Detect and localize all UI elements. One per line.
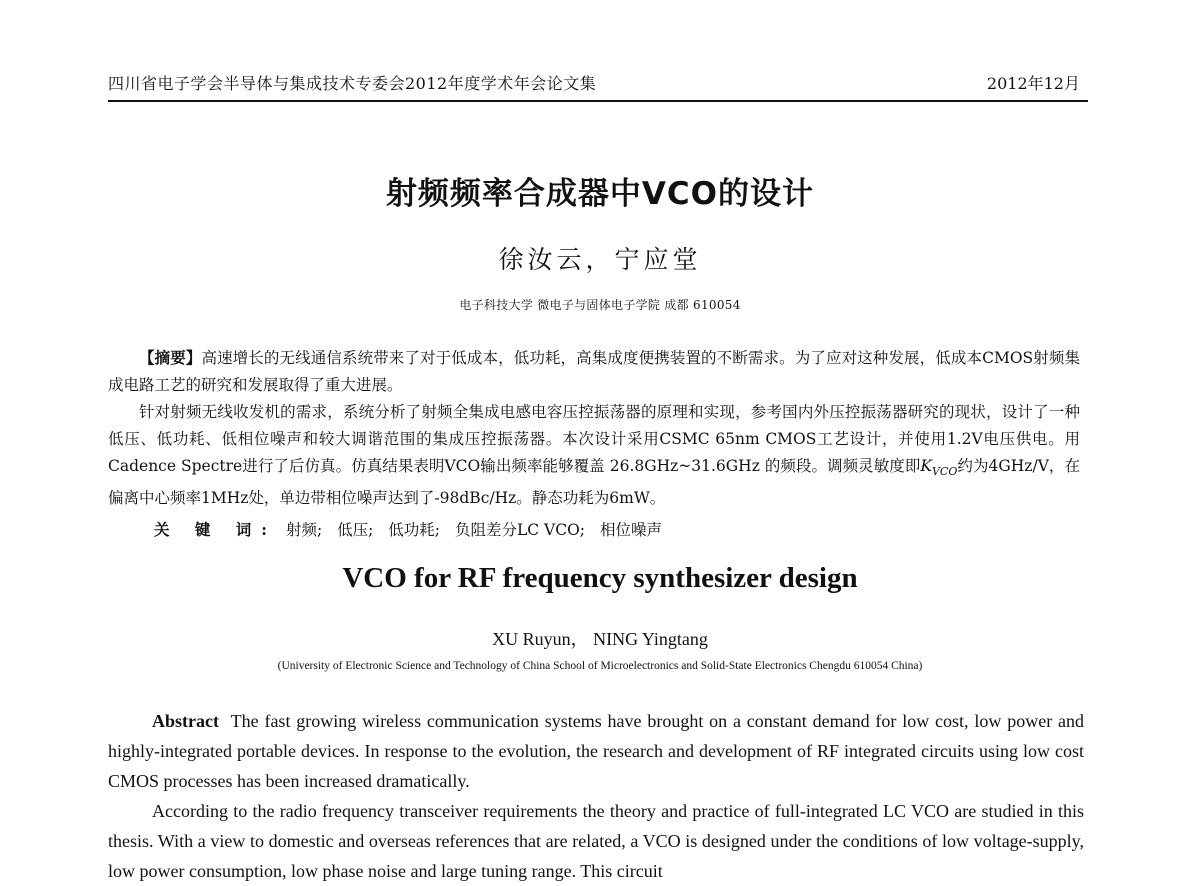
abstract-english-para-2: According to the radio frequency transceiver requirements the theory and practice of full-integrated LC VCO are studied in this thesis. With a view to domestic and overseas references that are related, a VCO is designed under the conditions of low voltage-supply, low power consumption, low phase noise and large tuning range. This circuit: [108, 801, 1084, 881]
abstract-english-label: Abstract: [152, 711, 219, 731]
authors-chinese: 徐汝云，宁应堂: [498, 245, 702, 274]
keyword-item: 相位噪声: [599, 521, 662, 539]
paper-title-chinese: 射频频率合成器中VCO的设计: [385, 176, 815, 212]
abstract-chinese-text-1: 高速增长的无线通信系统带来了对于低成本，低功耗，高集成度便携装置的不断需求。为了应对这种发展，低成本CMOS射频集成电路工艺的研究和发展取得了重大进展。: [108, 349, 1080, 394]
kvco-subscript: VCO: [931, 465, 958, 479]
header-date: 2012年12月: [986, 74, 1080, 93]
keyword-item: 低功耗;: [388, 521, 441, 539]
abstract-chinese-label: 【摘要】: [139, 348, 202, 367]
abstract-chinese-para-2: [108, 399, 1080, 512]
kvco-symbol: K: [920, 457, 932, 475]
running-header: [108, 70, 1088, 102]
abstract-english-para-1: [108, 706, 1084, 796]
affiliation-english: (University of Electronic Science and Technology of China School of Microelectronics and Solid-State Electronics Chengdu 610054 China): [277, 660, 923, 672]
abstract-chinese-text-2b: 约为4GHz/V，在偏离中心频率1MHz处，单边带相位噪声达到了-98dBc/Hz。静态功耗为6mW。: [108, 457, 1080, 508]
header-journal-title: 四川省电子学会半导体与集成技术专委会2012年度学术年会论文集: [108, 74, 597, 93]
abstract-chinese: [108, 344, 1080, 512]
abstract-english-text-1: The fast growing wireless communication systems have brought on a constant demand for low cost, low power and highly-integrated portable devices. In response to the evolution, the research and development of RF integrated circuits using low cost CMOS processes has been increased dramatically.: [108, 711, 1085, 791]
abstract-english: [108, 706, 1084, 886]
abstract-chinese-text-2a: 针对射频无线收发机的需求，系统分析了射频全集成电感电容压控振荡器的原理和实现，参考国内外压控振荡器研究的现状，设计了一种低压、低功耗、低相位噪声和较大调谐范围的集成压控振荡器。本次设计采用CSMC 65nm CMOS工艺设计，并使用1.2V电压供电。用Cadence Spectre进行了后仿真。仿真结果表明VCO输出频率能够覆盖 26.8GHz~31.6GHz 的频段。调频灵敏度即: [108, 403, 1080, 475]
abstract-chinese-para-1: [108, 344, 1080, 399]
paper-title-english: VCO for RF frequency synthesizer design: [342, 562, 858, 594]
keyword-item: 负阻差分LC VCO;: [454, 521, 586, 539]
keywords-label: 关 键 词:: [154, 520, 278, 539]
keyword-item: 射频;: [285, 521, 323, 539]
authors-english: XU Ruyun， NING Yingtang: [492, 629, 708, 649]
affiliation-chinese: 电子科技大学 微电子与固体电子学院 成都 610054: [459, 298, 741, 312]
keyword-item: 低压;: [337, 521, 374, 539]
keywords-line: [154, 518, 672, 540]
